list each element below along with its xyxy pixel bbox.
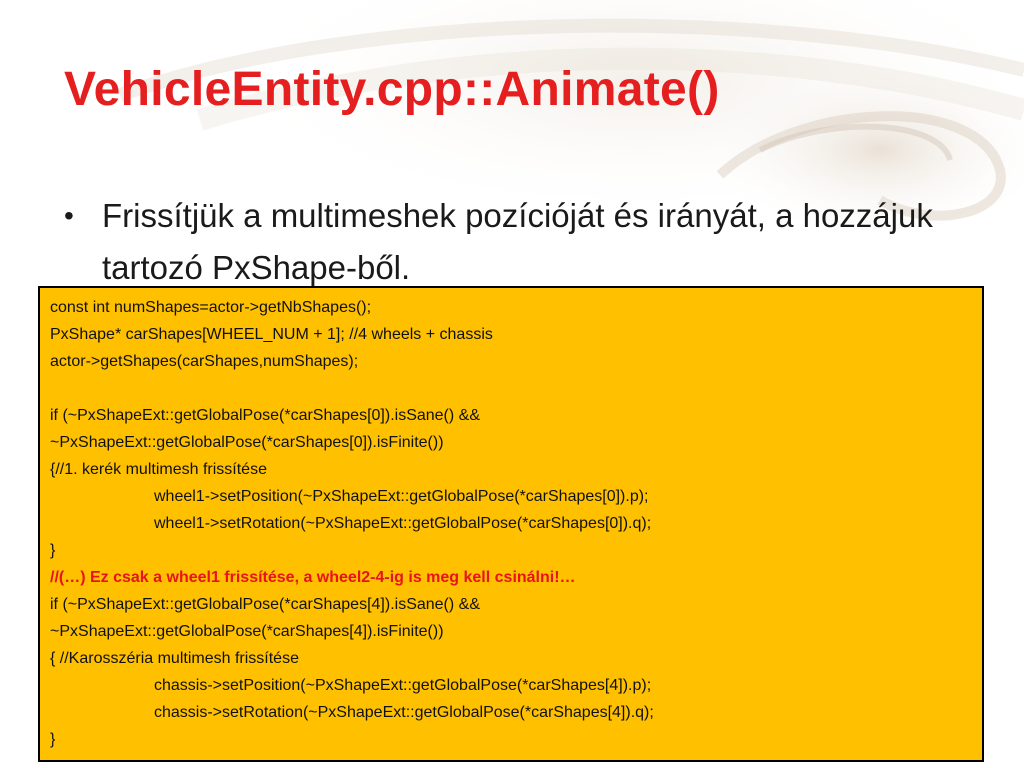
code-line: chassis->setPosition(~PxShapeExt::getGlobalPose(*carShapes[4]).p);: [154, 677, 652, 694]
code-line: PxShape* carShapes[WHEEL_NUM + 1]; //4 wheels + chassis: [50, 326, 493, 343]
code-line: [50, 375, 972, 402]
code-line: wheel1->setRotation(~PxShapeExt::getGlobalPose(*carShapes[0]).q);: [154, 515, 652, 532]
code-line: actor->getShapes(carShapes,numShapes);: [50, 353, 359, 370]
code-line: if (~PxShapeExt::getGlobalPose(*carShapes[0]).isSane() &&: [50, 407, 480, 424]
code-line: {//1. kerék multimesh frissítése: [50, 461, 267, 478]
code-line: wheel1->setPosition(~PxShapeExt::getGlobalPose(*carShapes[0]).p);: [154, 488, 649, 505]
code-lines: [50, 294, 972, 753]
code-comment-highlight: //(…) Ez csak a wheel1 frissítése, a wheel2-4-ig is meg kell csinálni!…: [50, 569, 576, 586]
code-line: }: [50, 542, 56, 559]
code-line: chassis->setRotation(~PxShapeExt::getGlobalPose(*carShapes[4]).q);: [154, 704, 654, 721]
code-line: if (~PxShapeExt::getGlobalPose(*carShapes[4]).isSane() &&: [50, 596, 480, 613]
code-box: [38, 286, 984, 762]
bullet-dot-icon: •: [64, 200, 74, 231]
bullet-item: [60, 190, 960, 294]
code-line: }: [50, 731, 56, 748]
code-line: ~PxShapeExt::getGlobalPose(*carShapes[4]).isFinite()): [50, 623, 444, 640]
slide-title: VehicleEntity.cpp::Animate(): [64, 63, 720, 116]
code-line: { //Karosszéria multimesh frissítése: [50, 650, 299, 667]
bullet-text: Frissítjük a multimeshek pozícióját és irányát, a hozzájuk tartozó PxShape-ből.: [102, 197, 933, 286]
bullet-list: [60, 190, 960, 294]
code-line: ~PxShapeExt::getGlobalPose(*carShapes[0]).isFinite()): [50, 434, 444, 451]
code-line: const int numShapes=actor->getNbShapes();: [50, 299, 372, 316]
